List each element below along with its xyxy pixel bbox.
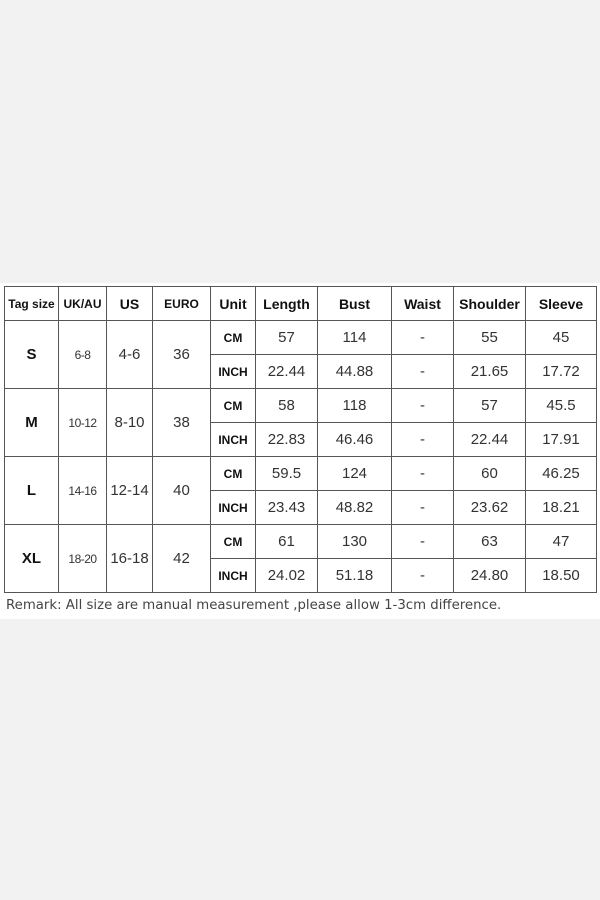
waist-cell: - bbox=[392, 355, 454, 389]
unit-cell: INCH bbox=[211, 423, 256, 457]
length-cell: 57 bbox=[256, 321, 318, 355]
waist-cell: - bbox=[392, 423, 454, 457]
unit-cell: CM bbox=[211, 321, 256, 355]
header-unit: Unit bbox=[211, 287, 256, 321]
bust-cell: 114 bbox=[318, 321, 392, 355]
length-cell: 22.83 bbox=[256, 423, 318, 457]
header-sleeve: Sleeve bbox=[526, 287, 597, 321]
header-tag-size: Tag size bbox=[5, 287, 59, 321]
sleeve-cell: 47 bbox=[526, 525, 597, 559]
table-row bbox=[5, 525, 597, 559]
header-waist: Waist bbox=[392, 287, 454, 321]
length-cell: 58 bbox=[256, 389, 318, 423]
header-us: US bbox=[107, 287, 153, 321]
length-cell: 22.44 bbox=[256, 355, 318, 389]
euro-cell: 36 bbox=[153, 321, 211, 389]
waist-cell: - bbox=[392, 491, 454, 525]
header-euro: EURO bbox=[153, 287, 211, 321]
waist-cell: - bbox=[392, 559, 454, 593]
us-cell: 16-18 bbox=[107, 525, 153, 593]
uk-au-cell: 10-12 bbox=[59, 389, 107, 457]
unit-cell: INCH bbox=[211, 355, 256, 389]
header-length: Length bbox=[256, 287, 318, 321]
waist-cell: - bbox=[392, 525, 454, 559]
sleeve-cell: 17.91 bbox=[526, 423, 597, 457]
tag-size-cell: L bbox=[5, 457, 59, 525]
tag-size-cell: XL bbox=[5, 525, 59, 593]
bust-cell: 124 bbox=[318, 457, 392, 491]
bust-cell: 46.46 bbox=[318, 423, 392, 457]
shoulder-cell: 57 bbox=[454, 389, 526, 423]
header-row bbox=[5, 287, 597, 321]
sleeve-cell: 18.50 bbox=[526, 559, 597, 593]
tag-size-cell: M bbox=[5, 389, 59, 457]
us-cell: 8-10 bbox=[107, 389, 153, 457]
shoulder-cell: 21.65 bbox=[454, 355, 526, 389]
remark-text: Remark: All size are manual measurement ,please allow 1-3cm difference. bbox=[6, 598, 502, 613]
tag-size-cell: S bbox=[5, 321, 59, 389]
table-row bbox=[5, 321, 597, 355]
sleeve-cell: 45.5 bbox=[526, 389, 597, 423]
euro-cell: 40 bbox=[153, 457, 211, 525]
uk-au-cell: 6-8 bbox=[59, 321, 107, 389]
euro-cell: 38 bbox=[153, 389, 211, 457]
unit-cell: CM bbox=[211, 457, 256, 491]
sleeve-cell: 17.72 bbox=[526, 355, 597, 389]
shoulder-cell: 23.62 bbox=[454, 491, 526, 525]
length-cell: 23.43 bbox=[256, 491, 318, 525]
unit-cell: INCH bbox=[211, 559, 256, 593]
shoulder-cell: 60 bbox=[454, 457, 526, 491]
unit-cell: CM bbox=[211, 525, 256, 559]
unit-cell: CM bbox=[211, 389, 256, 423]
unit-cell: INCH bbox=[211, 491, 256, 525]
us-cell: 12-14 bbox=[107, 457, 153, 525]
header-shoulder: Shoulder bbox=[454, 287, 526, 321]
sleeve-cell: 18.21 bbox=[526, 491, 597, 525]
table-row bbox=[5, 389, 597, 423]
euro-cell: 42 bbox=[153, 525, 211, 593]
bust-cell: 118 bbox=[318, 389, 392, 423]
waist-cell: - bbox=[392, 389, 454, 423]
table-row bbox=[5, 457, 597, 491]
us-cell: 4-6 bbox=[107, 321, 153, 389]
shoulder-cell: 22.44 bbox=[454, 423, 526, 457]
length-cell: 24.02 bbox=[256, 559, 318, 593]
waist-cell: - bbox=[392, 321, 454, 355]
uk-au-cell: 14-16 bbox=[59, 457, 107, 525]
length-cell: 59.5 bbox=[256, 457, 318, 491]
length-cell: 61 bbox=[256, 525, 318, 559]
bust-cell: 51.18 bbox=[318, 559, 392, 593]
header-bust: Bust bbox=[318, 287, 392, 321]
shoulder-cell: 24.80 bbox=[454, 559, 526, 593]
shoulder-cell: 63 bbox=[454, 525, 526, 559]
size-chart-table bbox=[4, 286, 597, 593]
sleeve-cell: 45 bbox=[526, 321, 597, 355]
header-uk-au: UK/AU bbox=[59, 287, 107, 321]
shoulder-cell: 55 bbox=[454, 321, 526, 355]
bust-cell: 130 bbox=[318, 525, 392, 559]
uk-au-cell: 18-20 bbox=[59, 525, 107, 593]
sleeve-cell: 46.25 bbox=[526, 457, 597, 491]
waist-cell: - bbox=[392, 457, 454, 491]
bust-cell: 44.88 bbox=[318, 355, 392, 389]
bust-cell: 48.82 bbox=[318, 491, 392, 525]
